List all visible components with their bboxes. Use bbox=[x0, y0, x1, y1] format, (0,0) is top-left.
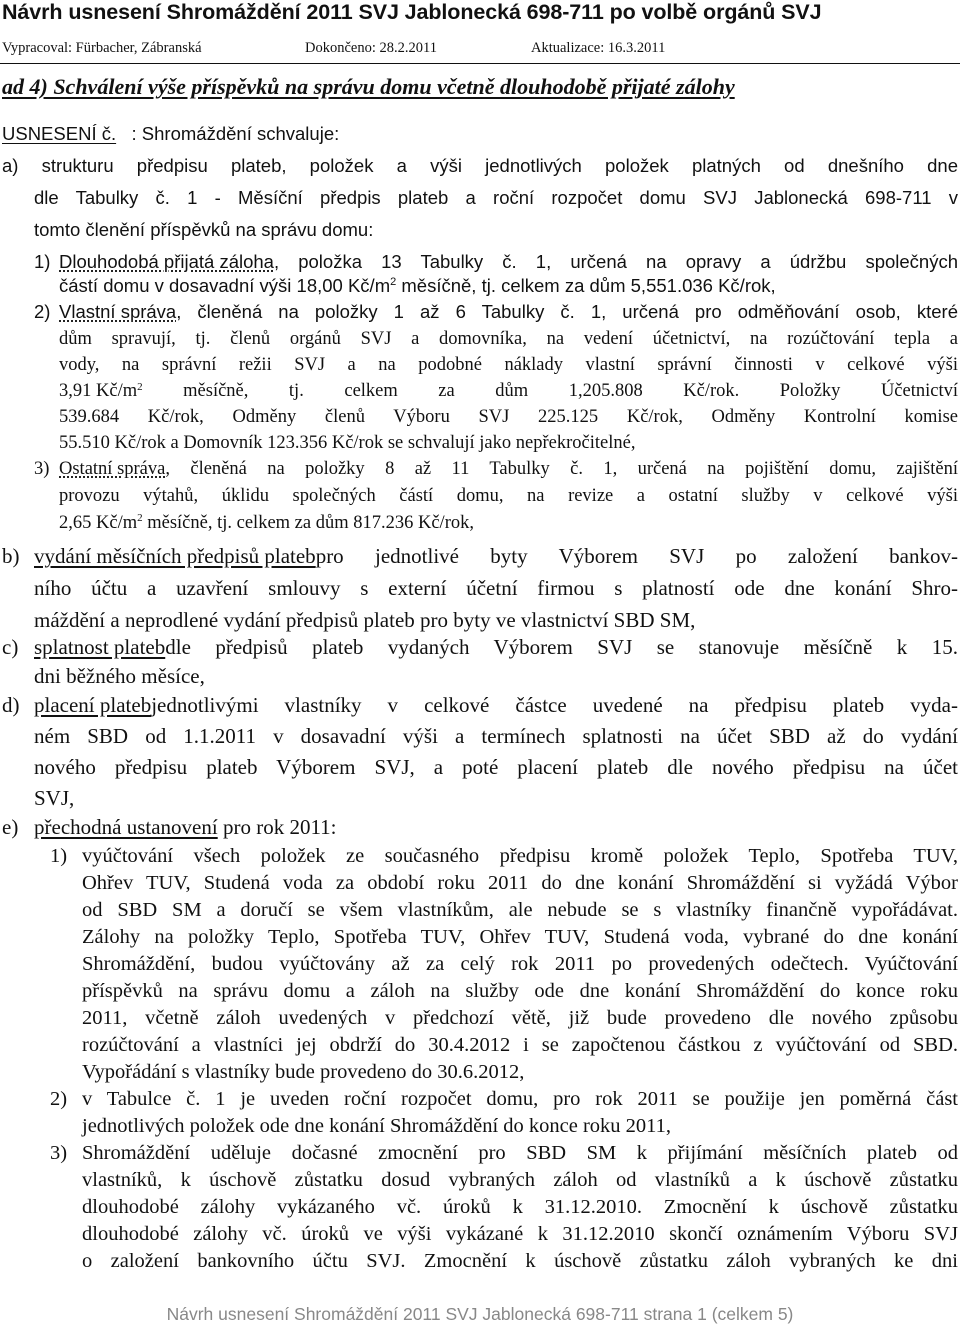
item-a-line-2: dle Tabulky č. 1 - Měsíční předpis plateb a roční rozpočet domu SVJ Jablonecká 698-711 v bbox=[34, 187, 958, 208]
item-d-term: placení plateb bbox=[34, 693, 152, 717]
item-c-term: splatnost plateb bbox=[34, 635, 166, 659]
subitem-e3-line-1: Shromáždění uděluje dočasné zmocnění pro SBD SM k přijímání měsíčních plateb od bbox=[82, 1142, 958, 1164]
item-c-line-1: splatnost plateb dle předpisů plateb vydaných Výborem SVJ se stanovuje měsíčně k 15. bbox=[34, 635, 958, 659]
subitem-a1-number: 1) bbox=[34, 251, 51, 272]
subitem-e2-line-1: v Tabulce č. 1 je uveden roční rozpočet domu, pro rok 2011 se použije jen poměrná část bbox=[82, 1088, 958, 1110]
subitem-a2-line-1: Vlastní správa , členěná na položky 1 až 6 Tabulky č. 1, určená pro odměňování osob, které bbox=[59, 301, 958, 322]
subitem-e1-line-8: rozúčtování a vlastníci jej obdrží do 30.4.2012 i se započtenou částkou z vyúčtování od SBD. bbox=[82, 1034, 958, 1056]
subitem-a3-number: 3) bbox=[34, 459, 50, 479]
resolution-approves: : Shromáždění schvaluje: bbox=[116, 123, 340, 144]
page-footer: Návrh usnesení Shromáždění 2011 SVJ Jablonecká 698-711 strana 1 (celkem 5) bbox=[166, 1304, 794, 1324]
subitem-e1-line-9: Vypořádání s vlastníky bude provedeno do 30.6.2012, bbox=[82, 1061, 525, 1083]
subitem-e2-line-2: jednotlivých položek ode dne konání Shromáždění do konce roku 2011, bbox=[82, 1115, 672, 1137]
subitem-e1-line-5: Shromáždění, budou vyúčtovány až za celý rok 2011 po provedených odečtech. Vyúčtování bbox=[82, 953, 958, 975]
subitem-a3-line-2: provozu výtahů, úklidu společných částí domu, na revize a ostatní služby v celkové výši bbox=[59, 486, 958, 506]
item-b-line-2: ního účtu a uzavření smlouvy s externí účetní firmou s platností ode dne konání Shro- bbox=[34, 576, 958, 600]
item-b-line-1: vydání měsíčních předpisů plateb pro jednotlivé byty Výborem SVJ po založení bankov- bbox=[34, 544, 958, 568]
resolution-number-label: USNESENÍ č. bbox=[2, 123, 117, 144]
subitem-e1-line-6: příspěvků na správu domu a záloh na služby ode dne konání Shromáždění do konce roku bbox=[82, 980, 958, 1002]
subitem-a1-term: Dlouhodobá přijatá záloha bbox=[59, 251, 274, 272]
item-c-label: c) bbox=[2, 635, 19, 659]
updated-date: Aktualizace: 16.3.2011 bbox=[531, 40, 666, 56]
section-heading: ad 4) Schválení výše příspěvků na správu domu včetně dlouhodobě přijaté zálohy bbox=[2, 74, 735, 99]
item-d-line-4: SVJ, bbox=[34, 786, 75, 810]
completed-date: Dokončeno: 28.2.2011 bbox=[305, 40, 437, 56]
item-d-line-3: nového předpisu plateb Výborem SVJ, a poté placení plateb dle nového předpisu na účet bbox=[34, 755, 958, 779]
header-divider bbox=[0, 63, 960, 64]
subitem-a2-line-2: dům spravují, tj. členů orgánů SVJ a domovníka, na vedení účetnictví, na rozúčtování tepla a bbox=[59, 329, 958, 349]
item-a-line-1: a) strukturu předpisu plateb, položek a výši jednotlivých položek platných od dnešního dne bbox=[2, 155, 958, 176]
subitem-e1-number: 1) bbox=[50, 845, 68, 867]
item-d-line-2: ném SBD od 1.1.2011 v dosavadní výši a termínech splatnosti na účet SBD až do vydání bbox=[34, 724, 958, 748]
subitem-a2-line-6: 55.510 Kč/rok a Domovník 123.356 Kč/rok se schvalují jako nepřekročitelné, bbox=[59, 433, 636, 453]
item-b-line-3: máždění a neprodlené vydání předpisů plateb pro byty ve vlastnictví SBD SM, bbox=[34, 608, 696, 632]
item-d-label: d) bbox=[2, 693, 20, 717]
subitem-a3-line-3: 2,65 $Kč/m^2$ měsíčně, tj. celkem za dům 817.236 Kč/rok, bbox=[59, 512, 474, 534]
subitem-a2-line-3: vody, na správní režii SVJ a na podobné náklady vlastní správní činnosti v celkové výši bbox=[59, 355, 958, 375]
subitem-a1-line-2: částí domu v dosavadní výši 18,00 $Kč/m^2$ měsíčně, tj. celkem za dům 5,551.036 Kč/rok, bbox=[59, 275, 776, 297]
subitem-a2-number: 2) bbox=[34, 301, 51, 322]
item-a-line-3: tomto členění příspěvků na správu domu: bbox=[34, 219, 374, 240]
subitem-e3-line-2: vlastníků, k úschově zůstatku dosud vybraných záloh od vlastníků a k úschově zůstatku bbox=[82, 1169, 958, 1191]
subitem-a3-term: Ostatní správa bbox=[59, 459, 166, 479]
subitem-e1-line-2: Ohřev TUV, Studená voda za období roku 2011 do dne konání Shromáždění si vyžádá Výbor bbox=[82, 872, 958, 894]
subitem-a2-line-5: 539.684 Kč/rok, Odměny členů Výboru SVJ 225.125 Kč/rok, Odměny Kontrolní komise bbox=[59, 407, 958, 427]
subitem-e3-line-5: o založení bankovního účtu SVJ. Zmocnění k úschově zůstatku záloh vybraných ke dni bbox=[82, 1250, 958, 1272]
resolution-label bbox=[2, 125, 339, 144]
subitem-e3-line-3: dlouhodobé zálohy vykázaného vč. úroků k 31.12.2010. Zmocnění k úschově zůstatku bbox=[82, 1196, 958, 1218]
subitem-e1-line-4: Zálohy na položky Teplo, Spotřeba TUV, Ohřev TUV, Studená voda, vybrané do dne konání bbox=[82, 926, 958, 948]
subitem-e1-line-3: od SBD SM a doručí se všem vlastníkům, ale nebude se s vlastníky finančně vypořádávat. bbox=[82, 899, 958, 921]
subitem-e2-number: 2) bbox=[50, 1088, 68, 1110]
item-e-line-1: přechodná ustanovení pro rok 2011: bbox=[34, 815, 337, 839]
subitem-a1-line-1: Dlouhodobá přijatá záloha , položka 13 Tabulky č. 1, určená na opravy a údržbu společných bbox=[59, 251, 958, 272]
item-d-line-1: placení plateb jednotlivými vlastníky v celkové částce uvedené na předpisu plateb vyda- bbox=[34, 693, 958, 717]
prepared-by: Vypracoval: Fürbacher, Zábranská bbox=[2, 40, 202, 56]
subitem-e1-line-1: vyúčtování všech položek ze současného předpisu kromě položek Teplo, Spotřeba TUV, bbox=[82, 845, 958, 867]
item-b-term: vydání měsíčních předpisů plateb bbox=[34, 544, 316, 568]
subitem-a2-term: Vlastní správa bbox=[59, 301, 177, 322]
subitem-e3-number: 3) bbox=[50, 1142, 68, 1164]
item-e-label: e) bbox=[2, 815, 19, 839]
item-b-label: b) bbox=[2, 544, 20, 568]
document-title: Návrh usnesení Shromáždění 2011 SVJ Jablonecká 698-711 po volbě orgánů SVJ bbox=[2, 0, 822, 24]
item-e-term: přechodná ustanovení bbox=[34, 815, 218, 839]
subitem-a3-line-1: Ostatní správa , členěná na položky 8 až 11 Tabulky č. 1, určená na pojištění domu, zajištění bbox=[59, 459, 958, 479]
subitem-a2-line-4: 3,91 Kč/m 2 měsíčně, tj. celkem za dům 1,205.808 Kč/rok. Položky Účetnictví bbox=[59, 381, 958, 401]
item-c-line-2: dni běžného měsíce, bbox=[34, 664, 205, 688]
subitem-e3-line-4: dlouhodobé zálohy vč. úroků ve výši vykázané k 31.12.2010 skončí oznámením Výboru SVJ bbox=[82, 1223, 958, 1245]
subitem-e1-line-7: 2011, včetně záloh uvedených v předchozí větě, již bude provedeno dle nového způsobu bbox=[82, 1007, 958, 1029]
